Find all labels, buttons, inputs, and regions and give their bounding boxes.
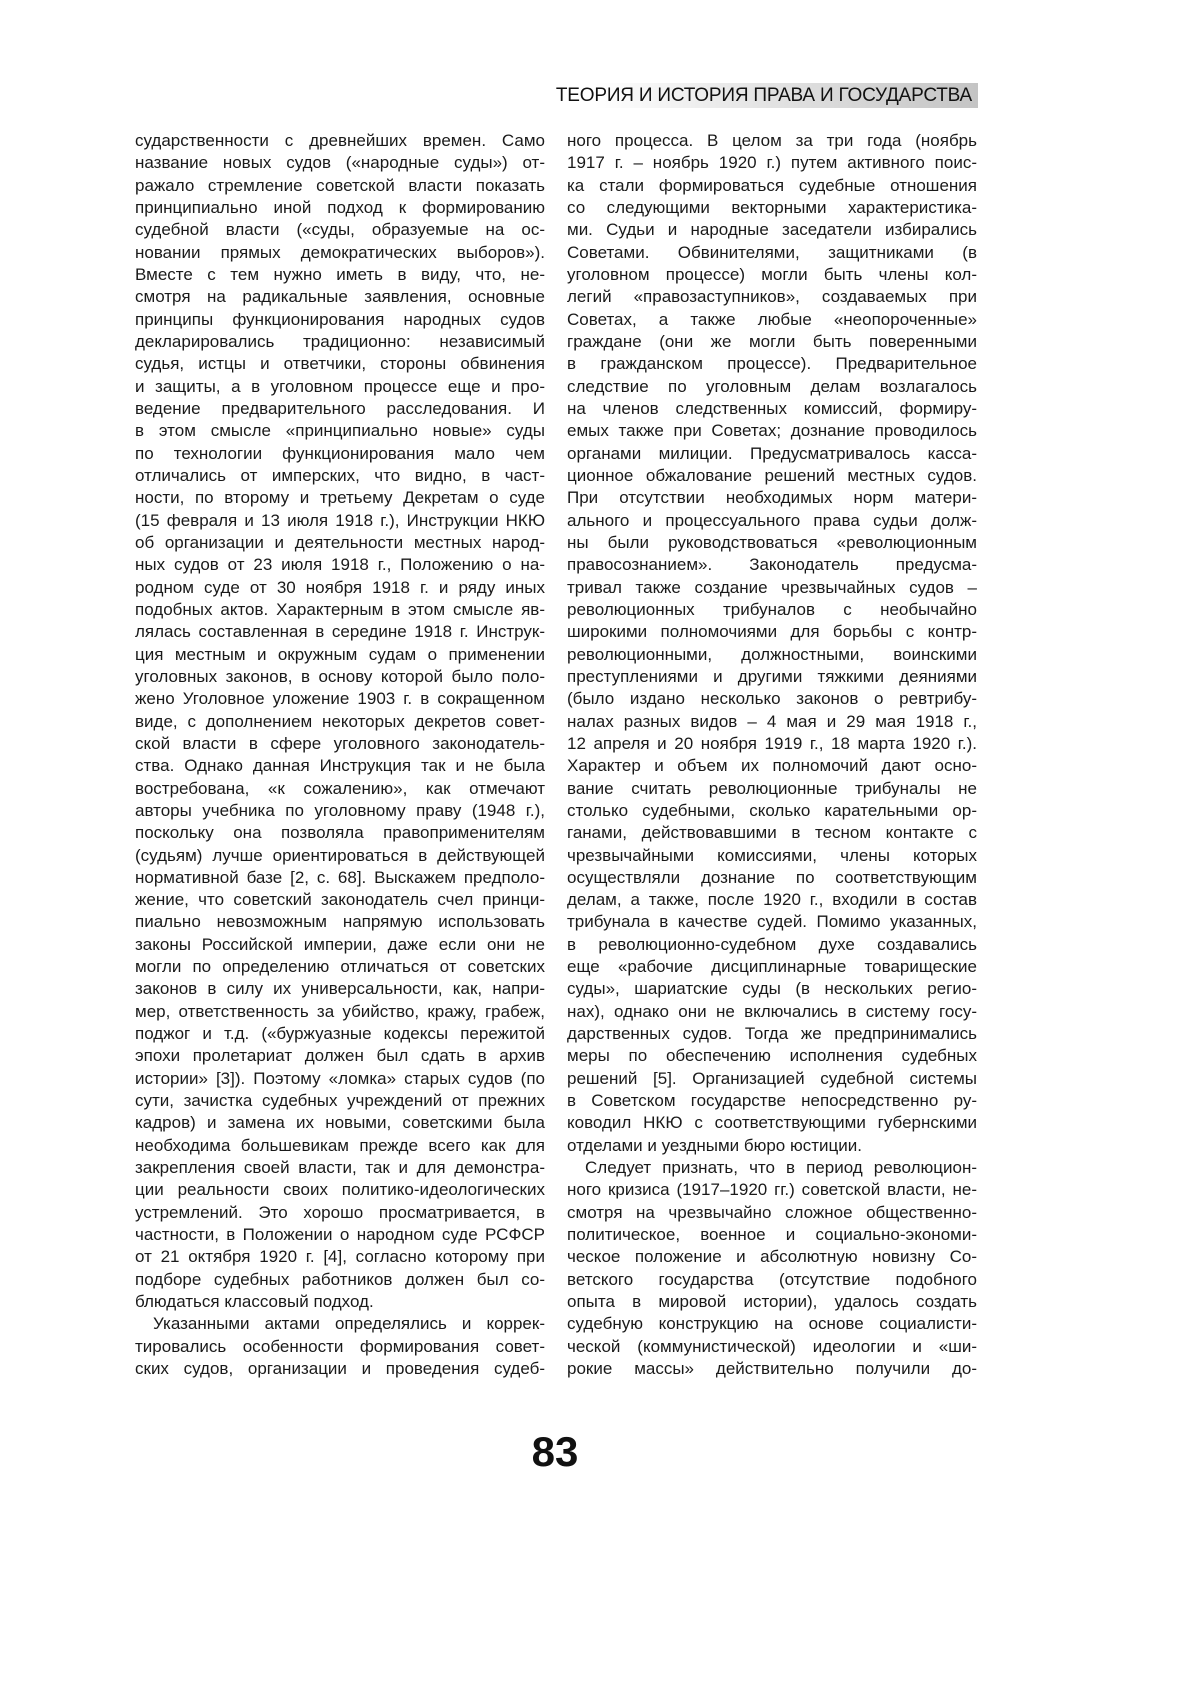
text-line: лялась составленная в середине 1918 г. Инструк- xyxy=(135,621,545,643)
text-line: поджог и т.д. («буржуазные кодексы пережитой xyxy=(135,1023,545,1045)
paragraph xyxy=(567,1157,977,1380)
text-line: При отсутствии необходимых норм матери- xyxy=(567,487,977,509)
paragraph xyxy=(135,1313,545,1380)
text-line: преступлениями и другими тяжкими деяниями xyxy=(567,666,977,688)
text-line: легий «правозаступников», создаваемых при xyxy=(567,286,977,308)
text-line: законы Российской империи, даже если они не xyxy=(135,934,545,956)
text-line: жено Уголовное уложение 1903 г. в сокращенном xyxy=(135,688,545,710)
text-line: жение, что советский законодатель счел принци- xyxy=(135,889,545,911)
text-line: ческой (коммунистической) идеологии и «ши- xyxy=(567,1336,977,1358)
text-line: и защиты, а в уголовном процессе еще и про- xyxy=(135,376,545,398)
text-line: граждане (они же могли быть поверенными xyxy=(567,331,977,353)
text-line: (судьям) лучше ориентироваться в действующей xyxy=(135,845,545,867)
text-line: ности, по второму и третьему Декретам о суде xyxy=(135,487,545,509)
text-line: пиально невозможным напрямую использовать xyxy=(135,911,545,933)
text-line: в гражданском процессе). Предварительное xyxy=(567,353,977,375)
text-line: в этом смысле «принципиально новые» суды xyxy=(135,420,545,442)
text-line: ведение предварительного расследования. И xyxy=(135,398,545,420)
text-line: от 21 октября 1920 г. [4], согласно которому при xyxy=(135,1246,545,1268)
text-line: могли по определению отличаться от советских xyxy=(135,956,545,978)
text-line: родном суде от 30 ноября 1918 г. и ряду иных xyxy=(135,577,545,599)
text-line: ных судов от 23 июля 1918 г., Положению о на- xyxy=(135,554,545,576)
text-line: название новых судов («народные суды») от- xyxy=(135,152,545,174)
text-line: ального и процессуального права судьи долж- xyxy=(567,510,977,532)
text-line: Указанными актами определялись и коррек- xyxy=(135,1313,545,1335)
text-line: кадров) и замена их новыми, советскими была xyxy=(135,1112,545,1134)
text-line: ка стали формироваться судебные отношения xyxy=(567,175,977,197)
text-line: ного кризиса (1917–1920 гг.) советской власти, не- xyxy=(567,1179,977,1201)
page-number: 83 xyxy=(0,1428,1110,1476)
text-line: судебной власти («суды, образуемые на ос- xyxy=(135,219,545,241)
text-line: ветского государства (отсутствие подобного xyxy=(567,1269,977,1291)
text-line: подборе судебных работников должен был со- xyxy=(135,1269,545,1291)
text-line: дарственных судов. Тогда же предпринимались xyxy=(567,1023,977,1045)
text-line: (было издано несколько законов о ревтрибу- xyxy=(567,688,977,710)
text-line: уголовных законов, в основу которой было поло- xyxy=(135,666,545,688)
text-line: поскольку она позволяла правоприменителям xyxy=(135,822,545,844)
text-line: сути, зачистка судебных учреждений от прежних xyxy=(135,1090,545,1112)
text-line: смотря на радикальные заявления, основные xyxy=(135,286,545,308)
text-line: осуществляли дознание по соответствующим xyxy=(567,867,977,889)
text-line: широкими полномочиями для борьбы с контр- xyxy=(567,621,977,643)
text-line: ции реальности своих политико-идеологических xyxy=(135,1179,545,1201)
text-line: необходима большевикам прежде всего как для xyxy=(135,1135,545,1157)
text-line: следствие по уголовным делам возлагалось xyxy=(567,376,977,398)
text-line: Советах, а также любые «неопороченные» xyxy=(567,309,977,331)
text-line: принципиально иной подход к формированию xyxy=(135,197,545,219)
paragraph xyxy=(567,130,977,1157)
paragraph xyxy=(135,130,545,1313)
section-title: ТЕОРИЯ И ИСТОРИЯ ПРАВА И ГОСУДАРСТВА xyxy=(556,85,972,107)
text-line: авторы учебника по уголовному праву (1948 г.), xyxy=(135,800,545,822)
text-line: истории» [3]). Поэтому «ломка» старых судов (по xyxy=(135,1068,545,1090)
text-line: ства. Однако данная Инструкция так и не была xyxy=(135,755,545,777)
text-line: блюдаться классовый подход. xyxy=(135,1291,545,1313)
text-line: 12 апреля и 20 ноября 1919 г., 18 марта 1920 г.). xyxy=(567,733,977,755)
text-line: органами милиции. Предусматривалось касса- xyxy=(567,443,977,465)
text-line: меры по обеспечению исполнения судебных xyxy=(567,1045,977,1067)
text-line: мер, ответственность за убийство, кражу, грабеж, xyxy=(135,1001,545,1023)
text-line: в Советском государстве непосредственно ру- xyxy=(567,1090,977,1112)
text-line: столько судебными, сколько карательными ор- xyxy=(567,800,977,822)
text-line: емых также при Советах; дознание проводилось xyxy=(567,420,977,442)
text-line: революционных трибуналов с необычайно xyxy=(567,599,977,621)
text-line: нормативной базе [2, с. 68]. Выскажем предполо- xyxy=(135,867,545,889)
text-line: судебную конструкцию на основе социалисти- xyxy=(567,1313,977,1335)
text-line: Характер и объем их полномочий дают осно- xyxy=(567,755,977,777)
text-line: ны были руководствоваться «революционным xyxy=(567,532,977,554)
text-line: Следует признать, что в период революцион- xyxy=(567,1157,977,1179)
text-line: суды», шариатские суды (в нескольких регио- xyxy=(567,978,977,1000)
text-line: вание считать революционные трибуналы не xyxy=(567,778,977,800)
text-line: еще «рабочие дисциплинарные товарищеские xyxy=(567,956,977,978)
text-line: ционное обжалование решений местных судов. xyxy=(567,465,977,487)
text-line: ми. Судьи и народные заседатели избирались xyxy=(567,219,977,241)
text-line: законов в силу их универсальности, как, напри- xyxy=(135,978,545,1000)
text-line: налах разных видов – 4 мая и 29 мая 1918 г., xyxy=(567,711,977,733)
text-line: ганами, действовавшими в тесном контакте с xyxy=(567,822,977,844)
text-line: тировались особенности формирования совет- xyxy=(135,1336,545,1358)
text-line: востребована, «к сожалению», как отмечают xyxy=(135,778,545,800)
text-line: об организации и деятельности местных народ- xyxy=(135,532,545,554)
text-line: в революционно-судебном духе создавались xyxy=(567,934,977,956)
text-line: нах), однако они не включались в систему госу- xyxy=(567,1001,977,1023)
text-line: ских судов, организации и проведения судеб- xyxy=(135,1358,545,1380)
text-line: устремлений. Это хорошо просматривается, в xyxy=(135,1202,545,1224)
text-line: делам, а также, после 1920 г., входили в состав xyxy=(567,889,977,911)
text-line: закрепления своей власти, так и для демонстра- xyxy=(135,1157,545,1179)
text-line: опыта в мировой истории), удалось создать xyxy=(567,1291,977,1313)
running-header xyxy=(595,83,978,108)
text-line: политическое, военное и социально-экономи- xyxy=(567,1224,977,1246)
text-line: частности, в Положении о народном суде РСФСР xyxy=(135,1224,545,1246)
text-line: эпохи пролетариат должен был сдать в архив xyxy=(135,1045,545,1067)
text-line: смотря на чрезвычайно сложное общественно- xyxy=(567,1202,977,1224)
text-line: сударственности с древнейших времен. Само xyxy=(135,130,545,152)
text-column-left xyxy=(135,130,545,1380)
text-line: уголовном процессе) могли быть члены кол- xyxy=(567,264,977,286)
text-line: Советами. Обвинителями, защитниками (в xyxy=(567,242,977,264)
text-line: со следующими векторными характеристика- xyxy=(567,197,977,219)
text-line: ного процесса. В целом за три года (ноябрь xyxy=(567,130,977,152)
text-line: по технологии функционирования мало чем xyxy=(135,443,545,465)
text-line: виде, с дополнением некоторых декретов совет- xyxy=(135,711,545,733)
text-line: революционными, должностными, воинскими xyxy=(567,644,977,666)
text-line: ской власти в сфере уголовного законодатель- xyxy=(135,733,545,755)
text-line: ражало стремление советской власти показать xyxy=(135,175,545,197)
text-line: на членов следственных комиссий, формиру- xyxy=(567,398,977,420)
text-line: декларировались традиционно: независимый xyxy=(135,331,545,353)
text-line: рокие массы» действительно получили до- xyxy=(567,1358,977,1380)
text-line: (15 февраля и 13 июля 1918 г.), Инструкции НКЮ xyxy=(135,510,545,532)
text-line: ководил НКЮ с соответствующими губернскими xyxy=(567,1112,977,1134)
text-line: отделами и уездными бюро юстиции. xyxy=(567,1135,977,1157)
text-line: принципы функционирования народных судов xyxy=(135,309,545,331)
text-line: решений [5]. Организацией судебной системы xyxy=(567,1068,977,1090)
text-line: ческое положение и абсолютную новизну Со- xyxy=(567,1246,977,1268)
text-line: правосознанием». Законодатель предусма- xyxy=(567,554,977,576)
text-line: Вместе с тем нужно иметь в виду, что, не- xyxy=(135,264,545,286)
text-line: ция местным и окружным судам о применении xyxy=(135,644,545,666)
text-line: новании прямых демократических выборов»). xyxy=(135,242,545,264)
text-line: судья, истцы и ответчики, стороны обвинения xyxy=(135,353,545,375)
text-line: трибунала в качестве судей. Помимо указанных, xyxy=(567,911,977,933)
text-line: отличались от имперских, что видно, в част- xyxy=(135,465,545,487)
text-line: чрезвычайными комиссиями, члены которых xyxy=(567,845,977,867)
text-line: подобных актов. Характерным в этом смысле яв- xyxy=(135,599,545,621)
text-line: 1917 г. – ноябрь 1920 г.) путем активного поис- xyxy=(567,152,977,174)
text-column-right xyxy=(567,130,977,1380)
text-line: тривал также создание чрезвычайных судов – xyxy=(567,577,977,599)
